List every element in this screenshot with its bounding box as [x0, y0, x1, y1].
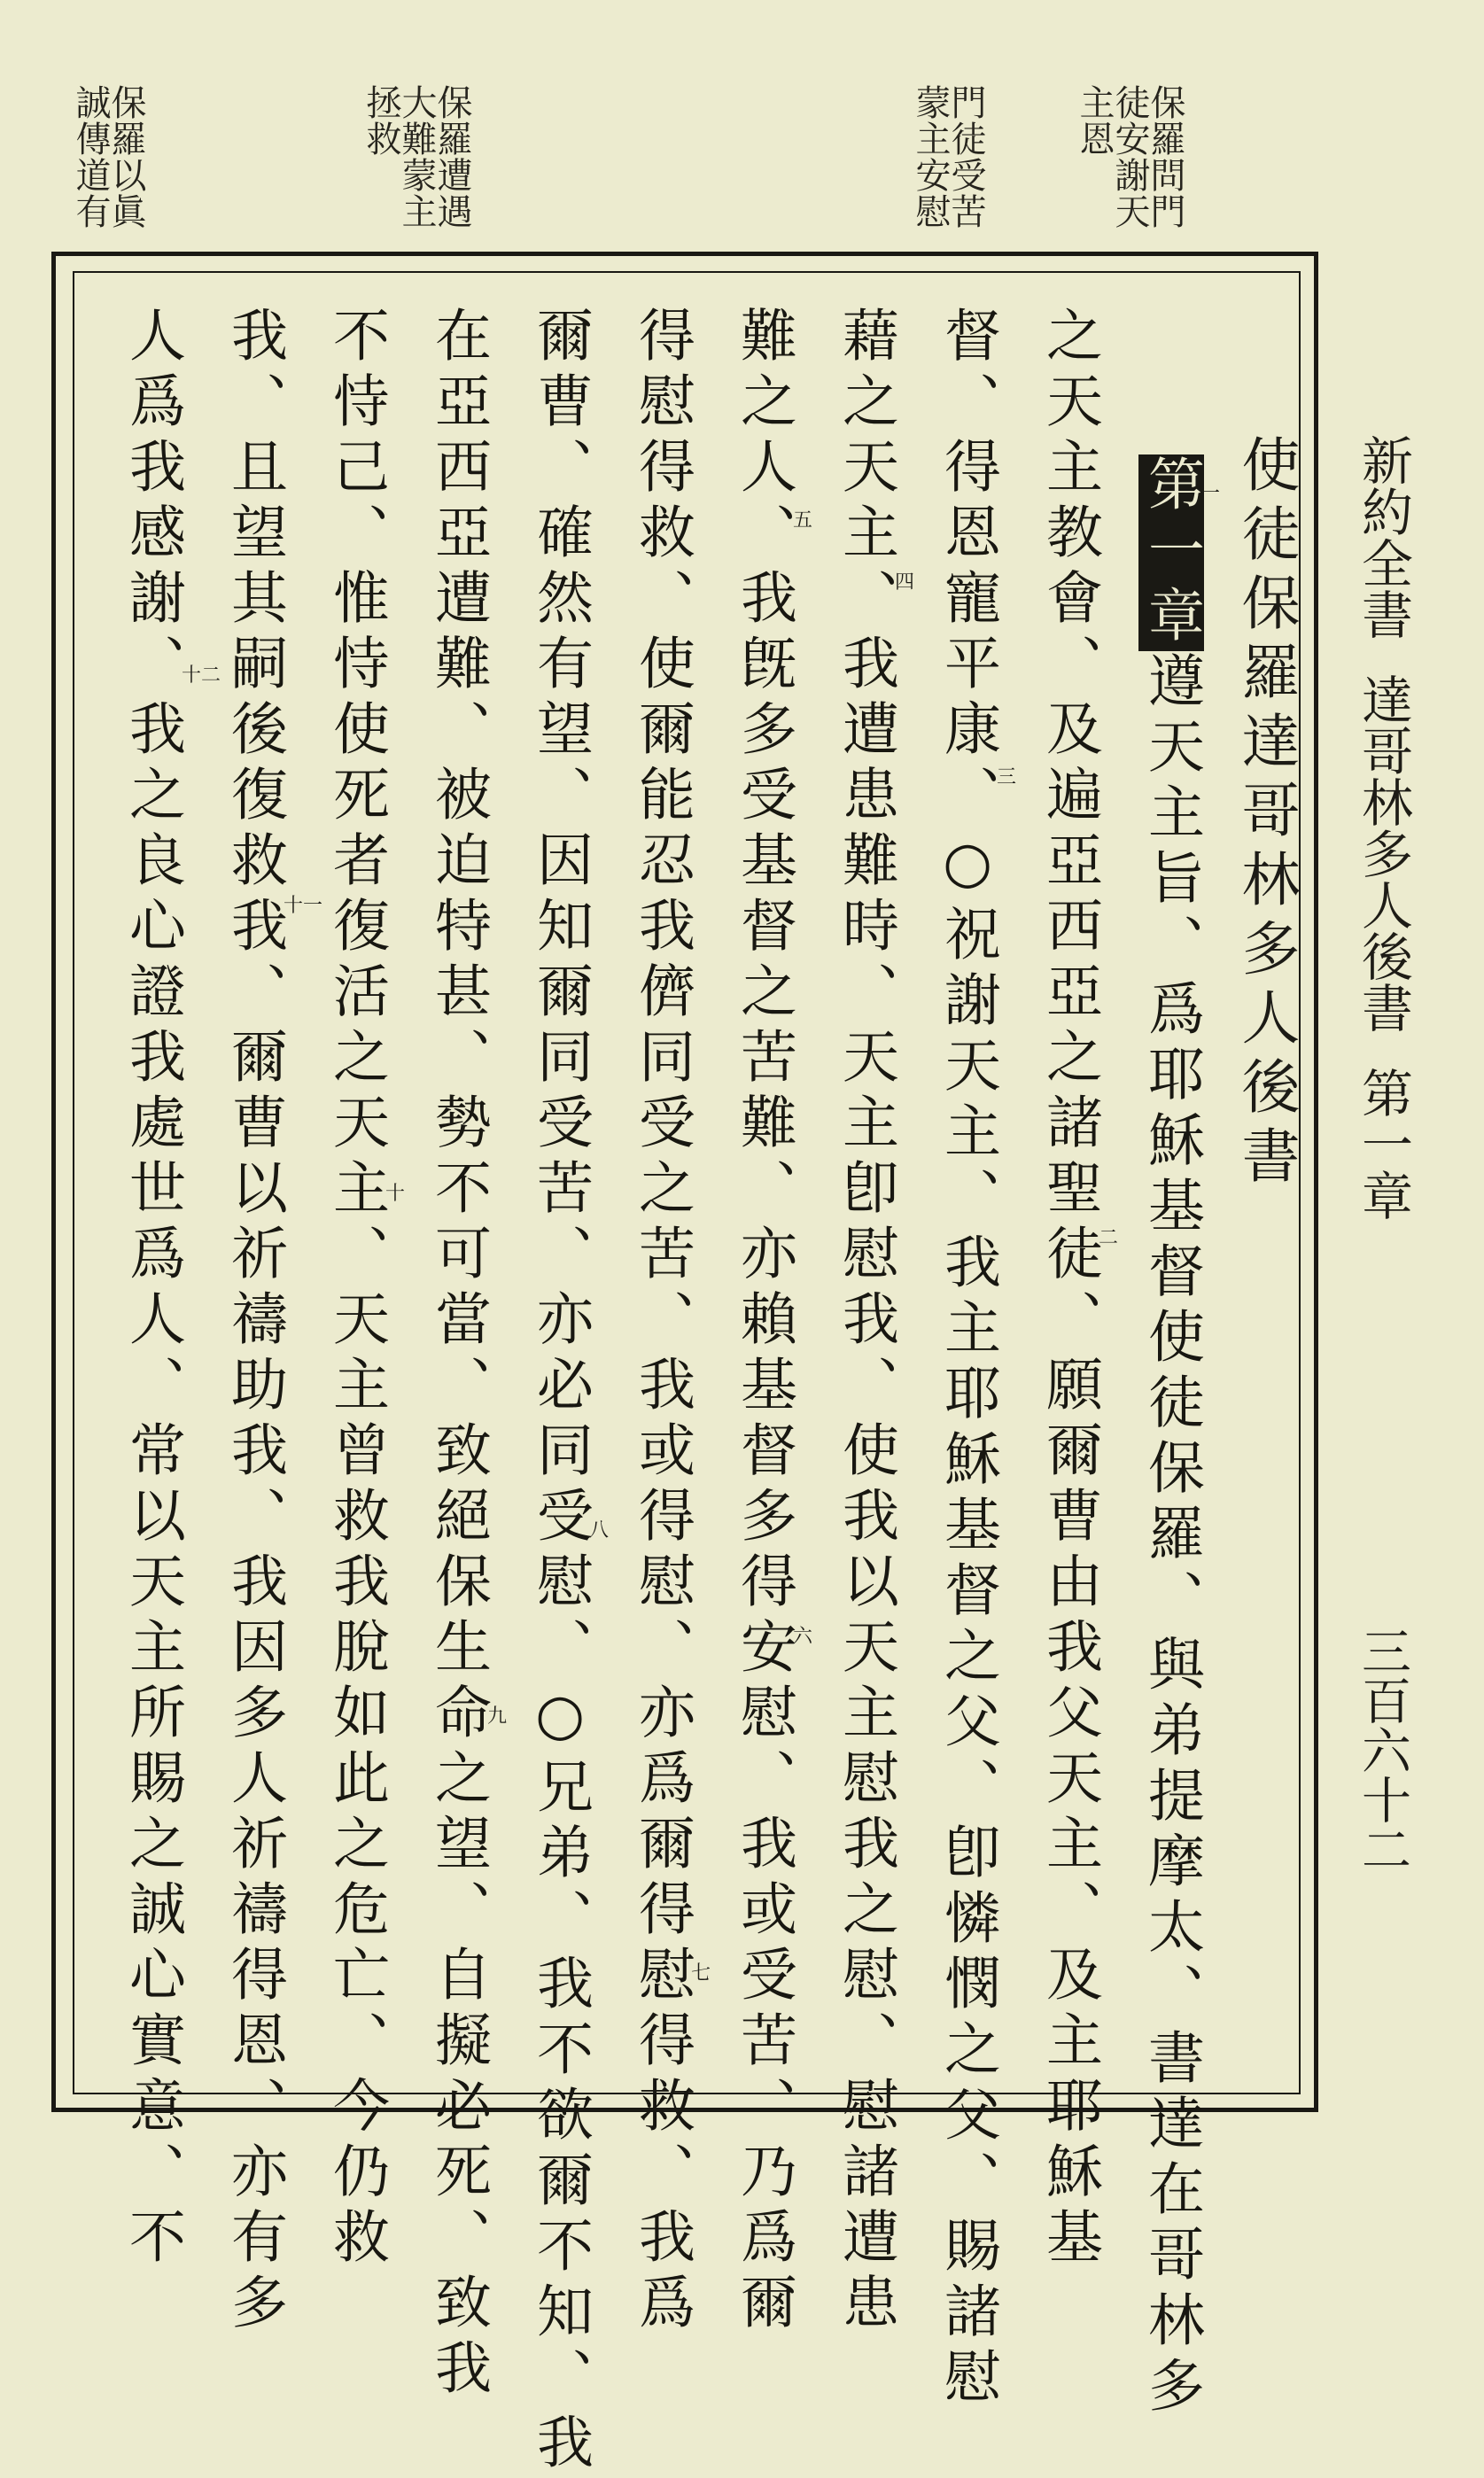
text-column-2: 之天主教會、及遍亞西亞之諸聖徒、願爾曹由我父天主、及主耶穌基 [1037, 306, 1102, 2272]
footnote-mark-6: 六 [793, 1626, 813, 1648]
book-title: 使徒保羅達哥林多人後書 [1231, 434, 1300, 1194]
footnote-mark-5: 五 [793, 509, 813, 532]
text-column-7: 爾曹、確然有望、因知爾同受苦、亦必同受慰、○兄弟、我不欲爾不知、我 [527, 306, 593, 2478]
text-column-10: 我、且望其嗣後復救我、爾曹以祈禱助我、我因多人祈禱得恩、亦有多 [221, 306, 287, 2338]
text-column-3: 督、得恩寵平康、○祝謝天主、我主耶穌基督之父、卽憐憫之父、賜諸慰 [935, 306, 1000, 2412]
margin-note-disciples-suffering: 門徒受苦 蒙主安慰 [910, 84, 986, 229]
footnote-mark-2: 二 [1099, 1227, 1119, 1249]
text-column-5: 難之人、我旣多受基督之苦難、亦賴基督多得安慰、我或受苦、乃爲爾 [731, 306, 796, 2338]
header-section-title: 達哥林多人後書 [1353, 673, 1413, 1033]
header-book-title: 新約全書 [1353, 434, 1413, 640]
header-chapter: 第一章 [1353, 1067, 1413, 1221]
footnote-mark-8: 八 [589, 1519, 610, 1542]
running-header [1353, 434, 1413, 1221]
column-1-text: 遵天主旨、爲耶穌基督使徒保羅、與弟提摩太、書達在哥林多 [1138, 651, 1204, 2421]
footnote-mark-4: 四 [895, 571, 915, 594]
text-column-11: 人爲我感謝、我之良心證我處世爲人、常以天主所賜之誠心實意、不 [120, 306, 185, 2272]
margin-note-consolation: 保羅問門 徒安謝天 主恩 [1074, 84, 1185, 229]
chapter-label: 第一章 [1138, 454, 1204, 651]
page-number: 三百六十二 [1354, 1626, 1411, 1874]
text-column-4: 藉之天主、我遭患難時、天主卽慰我、使我以天主慰我之慰、慰諸遭患 [833, 306, 898, 2338]
margin-note-paul-rescued: 保羅遭遇 大難蒙主 拯救 [361, 84, 472, 229]
footnote-mark-7: 七 [691, 1962, 711, 1985]
footnote-mark-1: 一 [1200, 483, 1221, 505]
footnote-mark-12: 十二 [182, 664, 221, 687]
footnote-mark-11: 十一 [284, 895, 323, 917]
footnote-mark-9: 九 [487, 1705, 508, 1728]
text-column-1 [1138, 306, 1256, 2421]
text-column-6: 得慰得救、使爾能忍我儕同受之苦、我或得慰、亦爲爾得慰得救、我爲 [629, 306, 695, 2338]
footnote-mark-3: 三 [997, 766, 1017, 788]
margin-note-sincere-preaching: 保羅以眞 誠傳道有 [70, 84, 146, 229]
footnote-mark-10: 十 [385, 1183, 406, 1205]
text-column-8: 在亞西亞遭難、被迫特甚、勢不可當、致絕保生命之望、自擬必死、致我 [425, 306, 491, 2404]
text-column-9: 不恃己、惟恃使死者復活之天主、天主曾救我脫如此之危亡、今仍救 [323, 306, 389, 2272]
